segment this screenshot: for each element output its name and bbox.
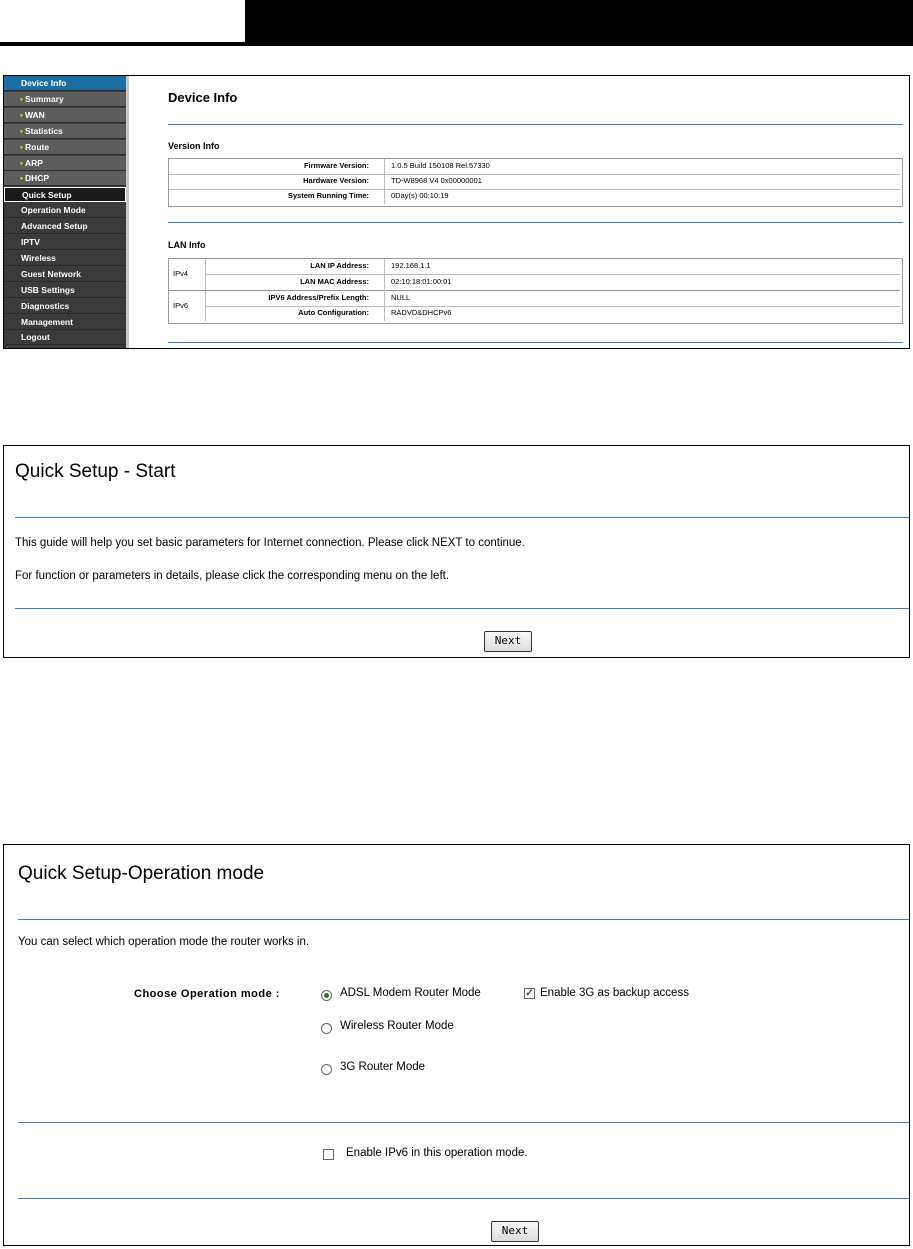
adsl-mode-label: ADSL Modem Router Mode	[340, 987, 481, 999]
3g-mode-label: 3G Router Mode	[340, 1061, 426, 1073]
wireless-mode-radio[interactable]	[321, 1023, 332, 1034]
table-row	[206, 291, 900, 307]
version-info-heading: Version Info	[168, 141, 220, 151]
page-title: Device Info	[168, 90, 238, 105]
column-divider	[384, 159, 385, 204]
adsl-mode-radio[interactable]	[321, 990, 332, 1001]
backup-3g-label: Enable 3G as backup access	[540, 987, 689, 999]
next-button[interactable]: Next	[491, 1221, 539, 1242]
sidebar-item-usb-settings[interactable]: USB Settings	[4, 283, 126, 298]
running-time-value: 0Day(s) 00:10:19	[391, 191, 449, 200]
sidebar-item-logout[interactable]: Logout	[4, 330, 126, 345]
lan-ip-label: LAN IP Address:	[310, 261, 369, 270]
sidebar-item-wireless[interactable]: Wireless	[4, 251, 126, 266]
device-info-screenshot	[3, 75, 910, 349]
ipv6-address-label: IPV6 Address/Prefix Length:	[268, 293, 369, 302]
divider	[15, 608, 909, 609]
version-info-table	[168, 158, 903, 207]
wireless-mode-label: Wireless Router Mode	[340, 1020, 454, 1032]
firmware-version-value: 1.0.5 Build 150108 Rel.57330	[391, 161, 490, 170]
sidebar-item-route[interactable]: • Route	[4, 140, 126, 155]
divider	[18, 1198, 909, 1199]
sidebar-item-advanced-setup[interactable]: Advanced Setup	[4, 219, 126, 234]
sidebar-item-dhcp[interactable]: • DHCP	[4, 171, 126, 186]
sidebar-item-quick-setup[interactable]: Quick Setup	[4, 187, 126, 202]
divider	[15, 517, 909, 518]
ipv6-label: IPv6	[173, 301, 189, 310]
hardware-version-label: Hardware Version:	[303, 176, 369, 185]
auto-config-value: RADVD&DHCPv6	[391, 308, 452, 317]
sidebar-item-diagnostics[interactable]: Diagnostics	[4, 299, 126, 314]
divider	[18, 919, 909, 920]
table-row	[169, 159, 900, 175]
ipv4-label: IPv4	[173, 269, 189, 278]
divider	[18, 1122, 909, 1123]
quick-setup-mode-screenshot	[3, 844, 910, 1246]
lan-mac-value: 02:10:18:01:00:01	[391, 277, 452, 286]
sidebar-item-operation-mode[interactable]: Operation Mode	[4, 203, 126, 218]
table-row	[169, 189, 900, 204]
auto-config-label: Auto Configuration:	[298, 308, 369, 317]
sidebar-item-guest-network[interactable]: Guest Network	[4, 267, 126, 282]
sidebar-item-wan[interactable]: • WAN	[4, 108, 126, 123]
quick-setup-start-screenshot	[3, 445, 910, 658]
sidebar-item-statistics[interactable]: • Statistics	[4, 124, 126, 139]
sidebar-item-device-info[interactable]: Device Info	[4, 76, 126, 91]
next-button[interactable]: Next	[484, 631, 532, 652]
divider	[168, 124, 903, 125]
sidebar-menu	[4, 76, 126, 348]
sidebar-item-management[interactable]: Management	[4, 315, 126, 330]
table-row	[206, 259, 900, 275]
ipv6-address-value: NULL	[391, 293, 411, 302]
sidebar-divider	[126, 76, 129, 348]
firmware-version-label: Firmware Version:	[303, 161, 369, 170]
table-row	[169, 174, 900, 190]
ipv6-checkbox[interactable]	[323, 1149, 334, 1160]
column-divider	[384, 259, 385, 321]
help-text: For function or parameters in details, please click the corresponding menu on the left.	[15, 570, 450, 582]
intro-text: You can select which operation mode the router works in.	[18, 936, 310, 948]
header-bar	[245, 0, 913, 42]
page-title: Quick Setup - Start	[15, 461, 176, 482]
header-rule	[0, 42, 913, 46]
page-title: Quick Setup-Operation mode	[18, 863, 265, 884]
lan-mac-label: LAN MAC Address:	[300, 277, 369, 286]
lan-info-heading: LAN Info	[168, 240, 206, 250]
sidebar-item-summary[interactable]: • Summary	[4, 92, 126, 107]
sidebar-item-iptv[interactable]: IPTV	[4, 235, 126, 250]
lan-ip-value: 192.168.1.1	[391, 261, 431, 270]
hardware-version-value: TD-W8968 V4 0x00000001	[391, 176, 482, 185]
sidebar-item-arp[interactable]: • ARP	[4, 156, 126, 171]
intro-text: This guide will help you set basic parameters for Internet connection. Please click NEXT to continue.	[15, 537, 525, 549]
operation-mode-label: Choose Operation mode :	[134, 988, 280, 1000]
divider	[168, 222, 903, 223]
lan-info-table	[168, 258, 903, 324]
divider	[168, 342, 903, 343]
table-row	[206, 275, 900, 290]
ipv6-label: Enable IPv6 in this operation mode.	[346, 1147, 528, 1159]
table-row	[206, 306, 900, 321]
running-time-label: System Running Time:	[287, 191, 369, 200]
backup-3g-checkbox[interactable]: ✓	[525, 988, 534, 999]
3g-mode-radio[interactable]	[321, 1064, 332, 1075]
